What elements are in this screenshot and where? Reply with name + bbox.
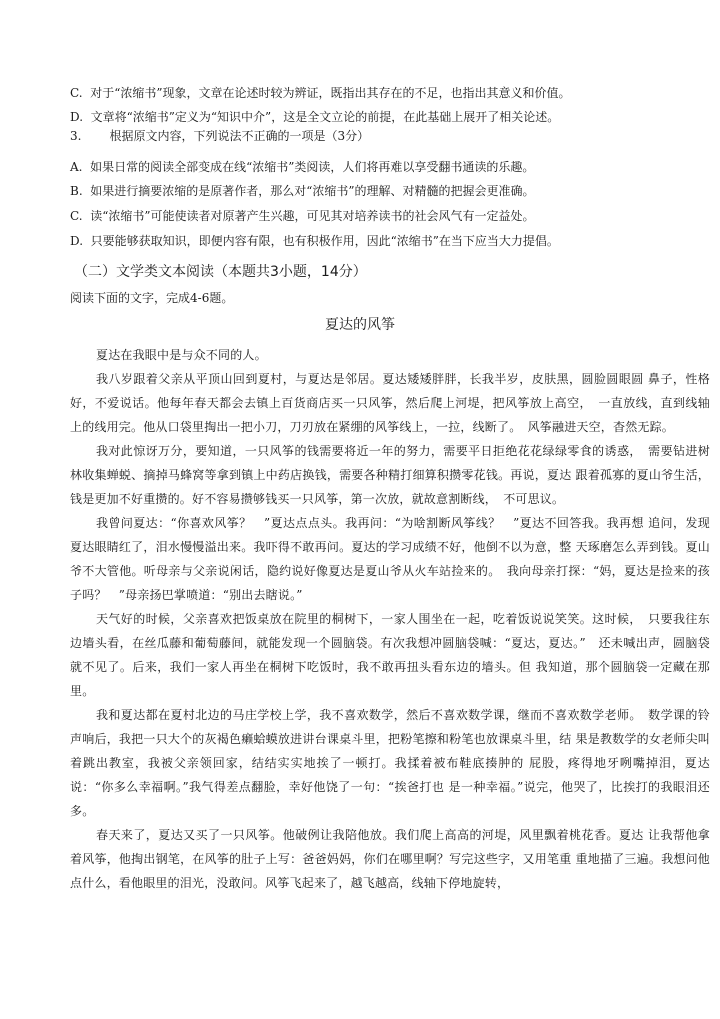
option-label: C.	[70, 86, 83, 100]
option-text: 对于“浓缩书”现象，文章在论述时较为辨证，既指出其存在的不足，也指出其意义和价值。	[90, 86, 571, 100]
q3-option-c	[70, 208, 690, 224]
question-number: 3.	[70, 129, 82, 143]
option-label: C.	[70, 209, 83, 223]
option-label: A.	[70, 160, 83, 174]
paragraph: 我和夏达都在夏村北边的马庄学校上学，我不喜欢数学，然后不喜欢数学课，继而不喜欢数学老师。 数学课的铃声响后，我把一只大个的灰褐色癞蛤蟆放进讲台课桌斗里，把粉笔擦和粉笔也放课桌斗里，结 果是教数学的女老师尖叫着跳出教室，我被父亲领回家，结结实实地挨了一顿打。我揉着被布鞋底揍肿的 屁股，疼得地牙咧嘴掉泪，夏达说：“你多么幸福啊。”我气得差点翻脸，幸好他饶了一句：“挨爸打也 是一种幸福。”说完，他哭了，比挨打的我眼泪还多。	[70, 708, 710, 818]
option-c	[70, 85, 690, 101]
option-d	[70, 109, 690, 125]
question-stem: 根据原文内容，下列说法不正确的一项是（3分）	[109, 129, 370, 143]
paragraph: 我八岁跟着父亲从平顶山回到夏村，与夏达是邻居。夏达矮矮胖胖，长我半岁，皮肤黑，圆脸圆眼圆 鼻子，性格好，不爱说话。他每年春天都会去镇上百货商店买一只风筝，然后爬上河堤，把风筝放上高空， 一直放线，直到线轴上的线用完。他从口袋里掏出一把小刀，刀刃放在紧绷的风筝线上，一拉，线断了。 风筝融进天空，杳然无踪。	[70, 372, 710, 434]
option-label: B.	[70, 184, 83, 198]
option-text: 如果进行摘要浓缩的是原著作者，那么对“浓缩书”的理解、对精髓的把握会更准确。	[90, 184, 535, 198]
paragraph: 天气好的时候，父亲喜欢把饭桌放在院里的桐树下，一家人围坐在一起，吃着饭说说笑笑。这时候， 只要我往东边墙头看，在丝瓜藤和葡萄藤间，就能发现一个圆脑袋。有次我想冲圆脑袋喊：“夏达，夏达。” 还未喊出声，圆脑袋就不见了。后来，我们一家人再坐在桐树下吃饭时，我不敢再扭头看东边的墙头。但 我知道，那个圆脑袋一定藏在那里。	[70, 612, 710, 698]
story-body	[70, 343, 710, 895]
paragraph: 夏达在我眼中是与众不同的人。	[96, 348, 267, 362]
reading-instruction: 阅读下面的文字，完成4-6题。	[70, 291, 234, 305]
option-text: 文章将“浓缩书”定义为“知识中介”，这是全文立论的前提，在此基础上展开了相关论述。	[90, 110, 560, 124]
paragraph: 我曾问夏达：“你喜欢风筝？ ”夏达点点头。我再问：“为啥割断风筝线？ ”夏达不回答我。我再想 追问，发现夏达眼睛红了，泪水慢慢溢出来。我吓得不敢再问。夏达的学习成绩不好，他倒不以为意，整 天琢磨怎么弄到钱。夏山爷不大管他。听母亲与父亲说闲话，隐约说好像夏达是夏山爷从火车站捡来的。 我向母亲打探：“妈，夏达是捡来的孩子吗？ ”母亲扬巴掌喷道：“别出去瞎说。”	[70, 516, 710, 602]
option-label: D.	[70, 234, 84, 248]
section-heading: （二）文学类文本阅读（本题共3小题，14分）	[74, 264, 367, 280]
option-text: 读“浓缩书”可能使读者对原著产生兴趣，可见其对培养读书的社会风气有一定益处。	[90, 209, 535, 223]
question-3-stem	[70, 128, 369, 144]
q3-option-b	[70, 183, 690, 199]
paragraph: 春天来了，夏达又买了一只风筝。他破例让我陪他放。我们爬上高高的河堤，风里飘着桃花香。夏达 让我帮他拿着风筝，他掏出钢笔，在风筝的肚子上写：爸爸妈妈，你们在哪里啊？写完这些字，又用笔重 重地描了三遍。我想问他点什么，看他眼里的泪光，没敢问。风筝飞起来了，越飞越高，线轴下停地旋转，	[70, 828, 710, 890]
story-title: 夏达的风筝	[325, 317, 395, 333]
paragraph: 我对此惊讶万分，要知道，一只风筝的钱需要将近一年的努力，需要平日拒绝花花绿绿零食的诱惑， 需要钻进树林收集蝉蜕、摘掉马蜂窝等拿到镇上中药店换钱，需要各种精打细算积攒零花钱。再说，夏达 跟着孤寡的夏山爷生活，钱是更加不好重攒的。好不容易攒够钱买一只风筝，第一次放，就故意割断线， 不可思议。	[70, 444, 710, 506]
option-text: 如果日常的阅读全部变成在线“浓缩书”类阅读，人们将再难以享受翻书通读的乐趣。	[90, 160, 535, 174]
q3-option-d	[70, 233, 690, 249]
option-label: D.	[70, 110, 84, 124]
option-text: 只要能够获取知识，即便内容有限，也有积极作用，因此“浓缩书”在当下应当大力提倡。	[90, 234, 559, 248]
q3-option-a	[70, 159, 690, 175]
